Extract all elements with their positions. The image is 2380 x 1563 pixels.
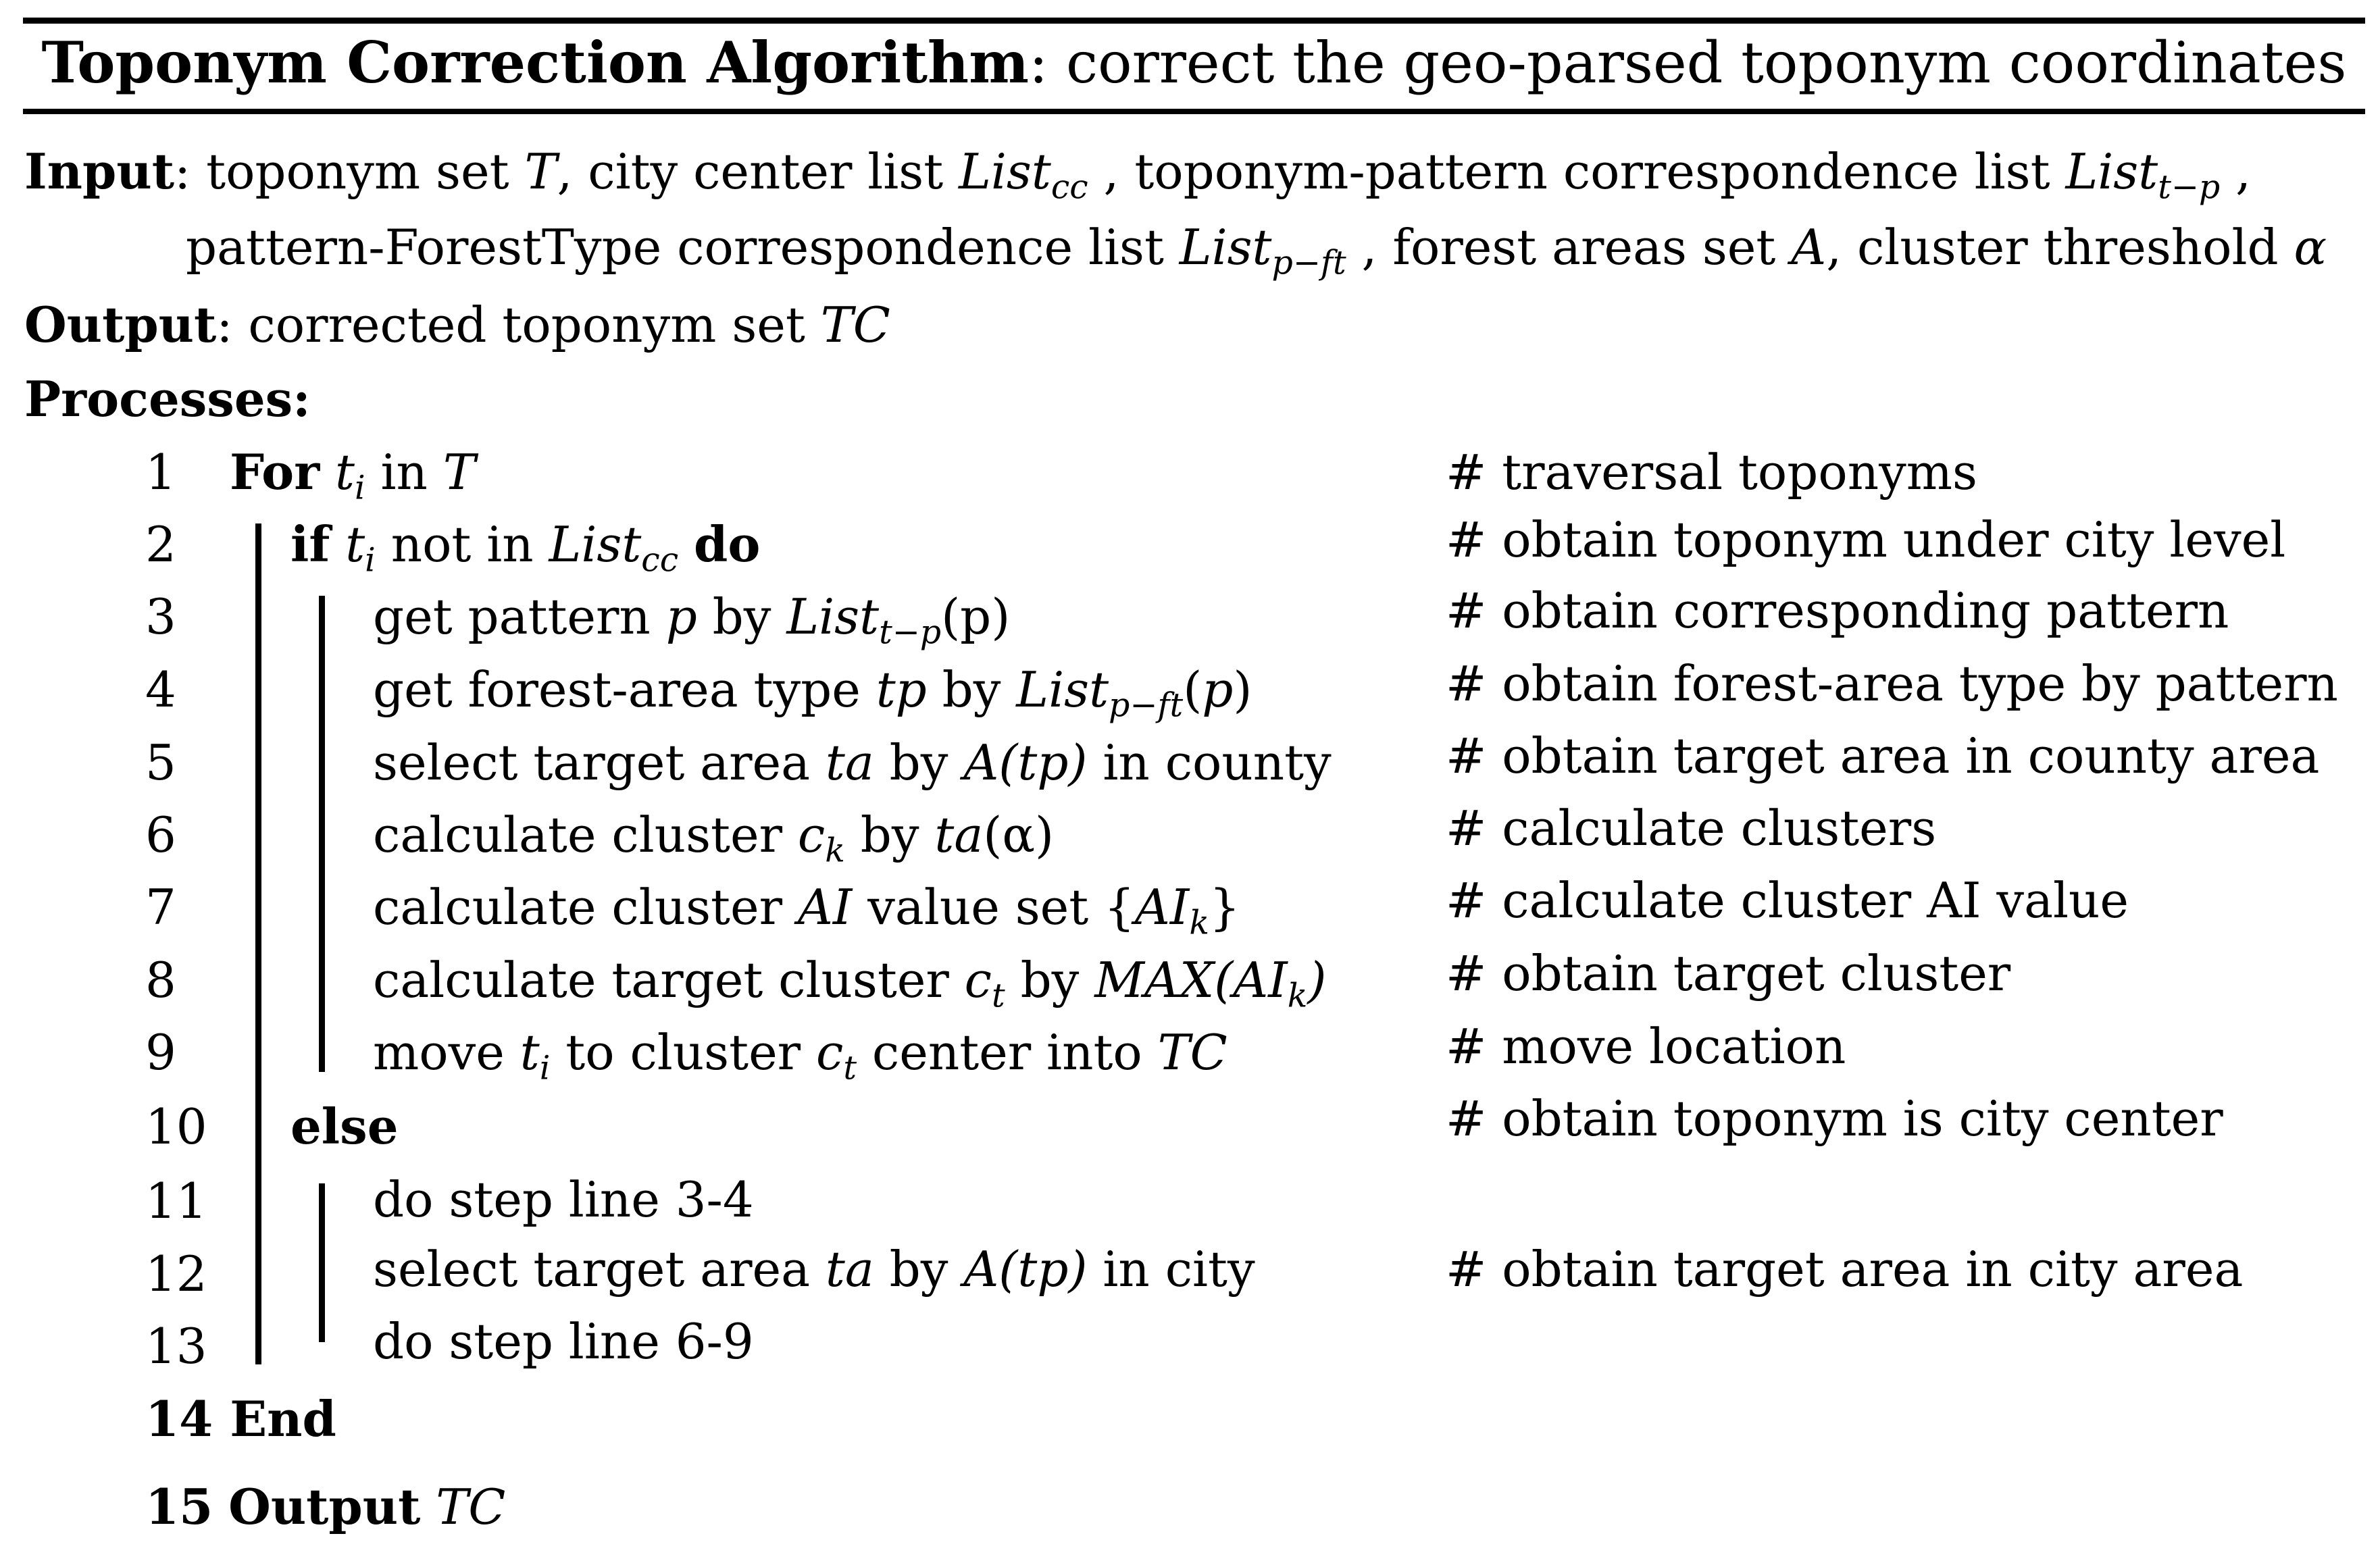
output-text: : corrected toponym set (216, 297, 821, 353)
var-list-sub: cc (641, 540, 679, 580)
comment-line-8: # obtain target cluster (1446, 945, 2011, 1002)
input-list-cc-sub: cc (1050, 168, 1088, 207)
line-number: 4 (145, 661, 176, 718)
code-line-14 (145, 1390, 336, 1447)
var-list: List (1016, 661, 1109, 718)
else-block-bar (319, 1183, 325, 1342)
comment-line-2: # obtain toponym under city level (1446, 511, 2286, 568)
code-line-4 (373, 661, 1252, 725)
line-number: 6 (145, 806, 176, 863)
line-number: 7 (145, 879, 176, 936)
var-c-sub: t (992, 976, 1005, 1015)
comment-line-12: # obtain target area in city area (1446, 1241, 2244, 1298)
expr: A(tp) (963, 1241, 1088, 1298)
var-t-sub: i (539, 1048, 551, 1087)
var-ta: ta (934, 806, 984, 863)
line-number: 15 (145, 1478, 213, 1535)
text: calculate cluster (373, 879, 798, 936)
var-TC: TC (436, 1479, 506, 1535)
code-line-1 (230, 443, 476, 507)
code-line-9 (373, 1024, 1227, 1087)
line-number: 14 (145, 1390, 213, 1447)
code-line-8 (373, 952, 1327, 1015)
input-list-tp-sub: t−p (2158, 168, 2221, 207)
var-c: c (964, 952, 992, 1008)
comment-line-1: # traversal toponyms (1446, 444, 1977, 501)
input-list-tp: List (2065, 143, 2158, 200)
input-text-c: , toponym-pattern correspondence list (1088, 143, 2066, 200)
var-AI: AI (797, 879, 853, 936)
if-block-bar (255, 523, 261, 1364)
input2-A: A (1791, 219, 1827, 276)
text: calculate target cluster (373, 952, 965, 1008)
expr-sub: k (1287, 976, 1308, 1015)
var-t: t (335, 444, 355, 501)
code-line-13: do step line 6-9 (373, 1313, 754, 1370)
code-line-3 (373, 588, 1011, 652)
var-AIk: AI (1134, 879, 1190, 936)
line-number: 12 (145, 1246, 207, 1302)
processes-label: Processes: (24, 370, 311, 428)
keyword-output: Output (228, 1478, 421, 1535)
input-text-b: , city center list (557, 143, 959, 200)
code-line-5 (373, 734, 1332, 791)
input2-text-a: pattern-ForestType correspondence list (186, 219, 1180, 276)
output-TC: TC (820, 297, 890, 353)
line-number: 1 (145, 444, 176, 501)
text: (p) (941, 588, 1011, 645)
comment-line-7: # calculate cluster AI value (1446, 872, 2129, 929)
text: by (873, 734, 964, 791)
keyword-do: do (694, 515, 761, 573)
input2-text-b: , forest areas set (1346, 219, 1792, 276)
var-p: p (665, 588, 697, 645)
line-number: 13 (145, 1318, 207, 1375)
text: by (697, 588, 787, 645)
text: } (1209, 879, 1240, 936)
title-rest: : correct the geo-parsed toponym coordinates (1029, 30, 2347, 96)
input-text-a: : toponym set (174, 143, 525, 200)
comment-line-10: # obtain toponym is city center (1446, 1090, 2223, 1147)
input-label: Input (24, 143, 174, 200)
comment-line-3: # obtain corresponding pattern (1446, 582, 2229, 639)
comment-line-5: # obtain target area in county area (1446, 727, 2320, 784)
keyword-for: For (230, 443, 320, 501)
text: not in (375, 516, 549, 573)
text: in (365, 444, 443, 501)
text: (α) (983, 806, 1055, 863)
input-line-2 (186, 219, 2327, 282)
text: ) (1233, 661, 1252, 718)
line-number: 3 (145, 588, 176, 645)
var-ta: ta (825, 1241, 874, 1298)
input2-list-pft: List (1179, 219, 1272, 276)
var-list: List (786, 588, 880, 645)
var-t-sub: i (365, 540, 376, 580)
var-list-sub: p−ft (1109, 686, 1184, 725)
var-ta: ta (825, 734, 874, 791)
input2-alpha: α (2294, 219, 2327, 276)
comment-line-4: # obtain forest-area type by pattern (1446, 655, 2338, 712)
var-T: T (442, 444, 476, 501)
var-t: t (345, 516, 365, 573)
text: get pattern (373, 588, 666, 645)
var-c: c (815, 1024, 844, 1081)
output-label: Output (24, 296, 217, 353)
code-line-6 (373, 806, 1055, 870)
text: value set { (852, 879, 1135, 936)
var-c-sub: k (825, 831, 845, 870)
var-t: t (520, 1024, 540, 1081)
expr: A(tp) (963, 734, 1088, 791)
keyword-end: End (230, 1390, 336, 1447)
code-line-12 (373, 1241, 1255, 1298)
text: select target area (373, 734, 826, 791)
code-line-15 (145, 1478, 506, 1535)
var-t-sub: i (354, 468, 365, 507)
text: ) (1307, 952, 1327, 1008)
output-line (24, 296, 890, 353)
line-number: 2 (145, 516, 176, 573)
code-line-11: do step line 3-4 (373, 1171, 754, 1228)
text: ( (1183, 661, 1202, 718)
var-TC: TC (1157, 1024, 1227, 1081)
input2-text-c: , cluster threshold (1826, 219, 2294, 276)
header-rule (23, 109, 2365, 114)
var-tp: tp (876, 661, 927, 718)
text: to cluster (550, 1024, 816, 1081)
var-c-sub: t (843, 1048, 857, 1087)
text: in city (1087, 1241, 1255, 1298)
text: by (873, 1241, 964, 1298)
text: in county (1087, 734, 1332, 791)
comment-line-6: # calculate clusters (1446, 800, 1937, 856)
text: calculate cluster (373, 806, 798, 863)
input-list-cc: List (959, 143, 1051, 200)
text: move (373, 1024, 520, 1081)
text: select target area (373, 1241, 826, 1298)
title-bold: Toponym Correction Algorithm (41, 29, 1029, 96)
text: get forest-area type (373, 661, 876, 718)
input-text-d: , (2220, 143, 2251, 200)
line-number: 9 (145, 1024, 176, 1081)
code-line-2 (290, 515, 761, 580)
var-AIk-sub: k (1189, 903, 1209, 942)
comment-line-9: # move location (1446, 1018, 1846, 1075)
var-list-sub: t−p (879, 613, 942, 652)
var-c: c (797, 806, 826, 863)
text: by (926, 661, 1017, 718)
code-line-7 (373, 879, 1240, 942)
line-number: 8 (145, 952, 176, 1008)
var-list: List (549, 516, 642, 573)
input-line-1 (24, 143, 2251, 207)
top-rule (23, 18, 2365, 24)
line-number: 10 (145, 1098, 207, 1155)
input-T: T (524, 143, 557, 200)
then-block-bar (319, 596, 325, 1072)
input2-list-pft-sub: p−ft (1271, 243, 1346, 282)
keyword-if: if (290, 515, 330, 573)
algorithm-title (23, 26, 2365, 100)
text: center into (857, 1024, 1158, 1081)
line-number: 11 (145, 1173, 207, 1229)
text: by (844, 806, 935, 863)
keyword-else: else (290, 1098, 399, 1155)
line-number: 5 (145, 734, 176, 791)
var-p: p (1202, 661, 1234, 718)
text: by (1005, 952, 1095, 1008)
expr: MAX(AI (1094, 952, 1288, 1008)
